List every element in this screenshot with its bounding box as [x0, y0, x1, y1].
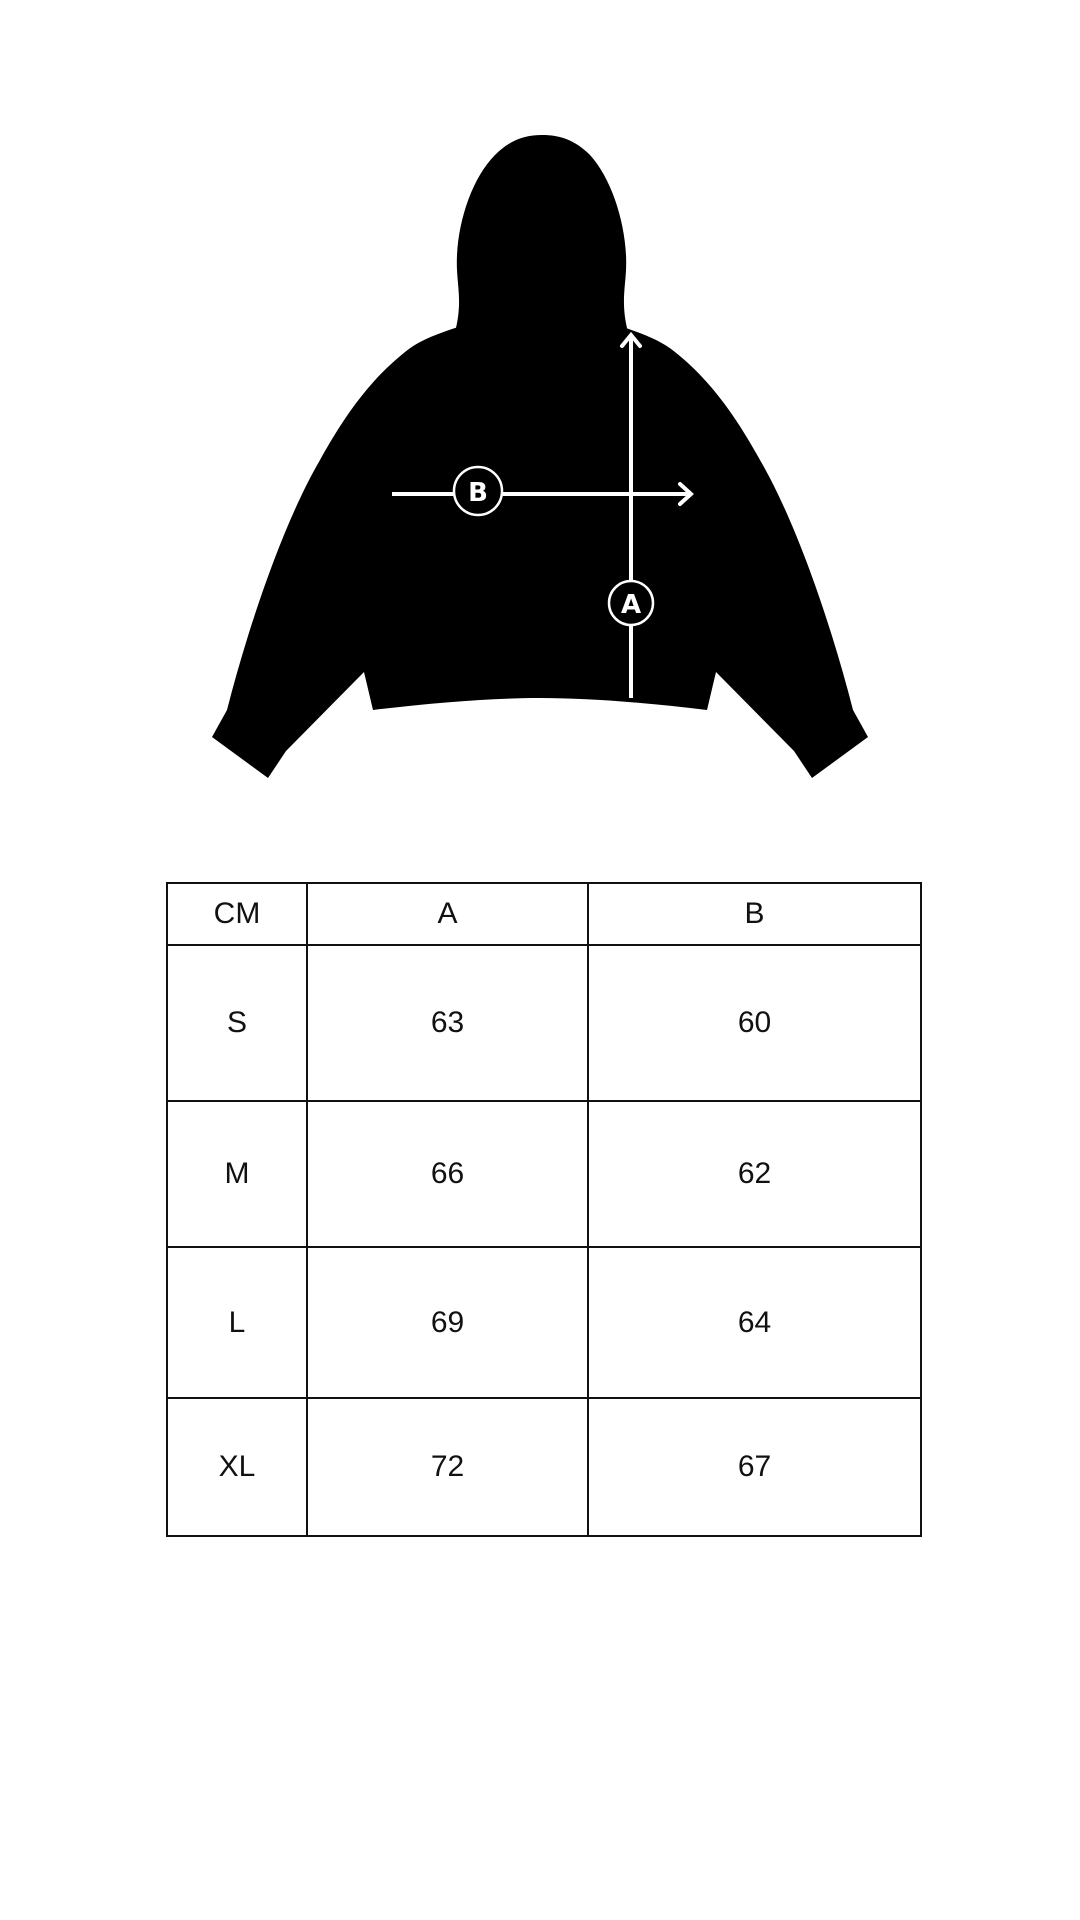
size-cell: M: [167, 1101, 307, 1247]
marker-a: [609, 581, 653, 625]
b-value-cell: 64: [588, 1247, 921, 1398]
a-value-cell: 72: [307, 1398, 588, 1536]
size-cell: S: [167, 945, 307, 1101]
table-row: [167, 1247, 921, 1398]
a-value-cell: 63: [307, 945, 588, 1101]
b-value-cell: 62: [588, 1101, 921, 1247]
hoodie-hood: [455, 135, 628, 332]
a-value-cell: 69: [307, 1247, 588, 1398]
a-value-cell: 66: [307, 1101, 588, 1247]
b-value-cell: 60: [588, 945, 921, 1101]
table-header-row: [167, 883, 921, 945]
hoodie-body: [212, 324, 868, 779]
header-b: B: [588, 883, 921, 945]
marker-b: [454, 467, 502, 515]
size-cell: L: [167, 1247, 307, 1398]
marker-b-label: B: [468, 478, 488, 508]
table-row: [167, 1398, 921, 1536]
size-cell: XL: [167, 1398, 307, 1536]
hoodie-diagram: [0, 0, 1080, 820]
b-value-cell: 67: [588, 1398, 921, 1536]
table-row: [167, 945, 921, 1101]
table-row: [167, 1101, 921, 1247]
size-chart-table: [166, 882, 922, 1537]
marker-a-label: A: [620, 590, 642, 620]
header-unit: CM: [167, 883, 307, 945]
header-a: A: [307, 883, 588, 945]
